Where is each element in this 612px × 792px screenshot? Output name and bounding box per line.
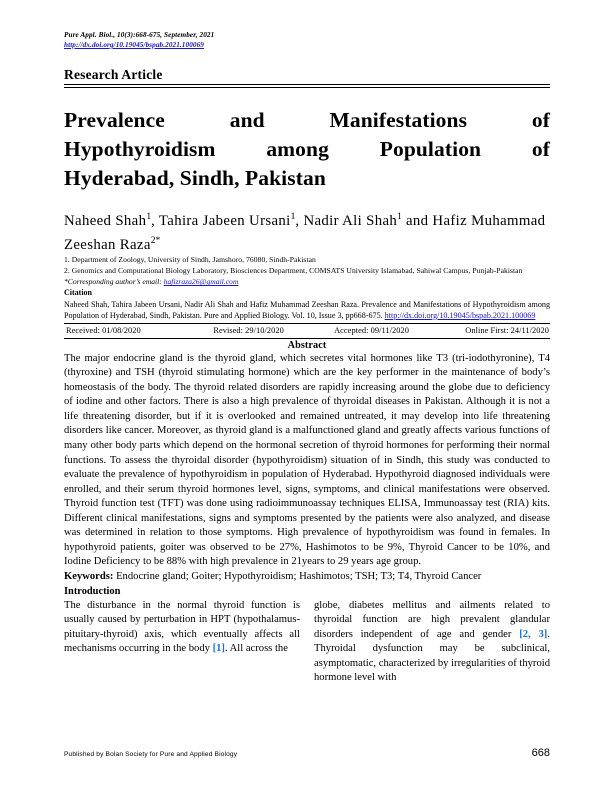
abstract-text: The major endocrine gland is the thyroid gland, which secretes vital hormones like T3 (tri-iodothyronine), T4 (thyroxine) and TSH (thyroid stimulating hormone) which are the key performer in the maintenance of body’s homeostasis of the body. The thyroid related disorders are rapidly increasing around the globe due to deficiency of iodine and other factors. There is also a high prevalence of thyroidal diseases in Pakistan. Although it is not a life threatening disorder, but if it is overlooked and remained untreated, it may develop into life threatening disorders like cancer. Moreover, as thyroid gland is a malfunctioned gland and greatly affects various functions of many other body parts which depend on the hormonal secretion of thyroid hormones for performing their normal functions. To assess the thyroidal disorder (hypothyroidism) situation of in Sindh, this study was conducted to evaluate the prevalence of hypothyroidism in population of Hyderabad. Hypothyroid diagnosed individuals were enrolled, and their serum thyroid hormones level, signs, symptoms, and clinical manifestations were observed. Thyroid function test (TFT) was done using radioimmunoassay techniques ELISA, Immunoassay test (RIA) kits. Different clinical manifestations, signs and symptoms presented by the patients were also analyzed, and disease was determined in relation to those symptoms. High prevalence of hypothyroidism was found in females. In hypothyroid patients, goiter was observed to be 27%, Hashimotos to be 9%, Thyroid Cancer to be 10%, and Iodine Deficiency to be 88% with high prevalence in 21years to 29 years age group. [64,352,550,568]
publisher-note: Published by Bolan Society for Pure and Applied Biology [64,751,238,758]
page-content [64,30,550,686]
column-right [314,585,550,687]
author-affil-marker-4: 2* [150,235,161,246]
title-line-1: Prevalence and Manifestations of [64,107,550,132]
body-columns [64,585,550,687]
author-hafiz-muhammad-zeeshan-raza: Muhammad Zeeshan Raza [64,212,546,253]
intro-right-text-a: globe, diabetes mellitus and ailments related to thyroidal function are high prevalent glandular disorders independent of age and gender [314,599,550,640]
abstract-heading: Abstract [287,339,327,351]
affiliation-1: 1. Department of Zoology, University of Sindh, Jamshoro, 76080, Sindh-Pakistan [64,255,316,265]
page-title [64,106,550,193]
column-left [64,585,300,687]
publication-dates-row [64,323,550,339]
citation-text [64,299,550,321]
reference-link-2-3[interactable]: [2, 3] [519,628,548,640]
date-accepted: Accepted: 09/11/2020 [334,326,409,336]
page-number: 668 [531,747,550,759]
title-line-3: Hyderabad, Sindh, Pakistan [64,165,326,190]
citation-heading: Citation [64,288,92,298]
title-line-2: Hypothyroidism among Population of [64,136,550,161]
corresponding-author-line [64,276,550,287]
corresponding-author-email-link[interactable]: hafizraza26@gmail.com [163,277,239,287]
intro-left-paragraph [64,599,300,657]
reference-link-1[interactable]: [1] [212,643,225,655]
author-conjunction: and Hafiz [401,212,468,229]
article-type-heading: Research Article [64,67,163,82]
intro-left-text-a: The disturbance in the normal thyroid function is usually caused by perturbation in HPT (hypothalamus-pituitary-thyroid) axis, which eventually affects all mechanisms occurring in the body [64,599,300,655]
author-affil-marker-2: 1 [290,211,296,222]
keywords-label: Keywords: [64,570,114,582]
corresponding-author-label: *Corresponding author’s email: [64,277,164,287]
header-doi-link[interactable]: http://dx.doi.org/10.19045/bspab.2021.100069 [64,41,204,49]
affiliation-2: 2. Genomics and Computational Biology Laboratory, Biosciences Department, COMSATS University Islamabad, Sahiwal Campus, Punjab-Pakistan [64,265,523,275]
running-head [64,30,550,50]
keywords-text: Endocrine gland; Goiter; Hypothyroidism; Hashimotos; TSH; T3; T4, Thyroid Cancer [113,570,482,582]
intro-right-paragraph [314,599,550,687]
affiliations-block [64,255,550,276]
author-tahira-jabeen-ursani: , Tahira Jabeen Ursani [151,212,291,229]
keywords-line [64,570,550,585]
author-affil-marker-3: 1 [397,211,402,222]
citation-doi-link[interactable]: http://dx.doi.org/10.19045/bspab.2021.100069 [384,310,536,320]
section-heading-introduction: Introduction [64,585,121,597]
author-nadir-ali-shah: , Nadir Ali Shah [295,212,398,229]
date-revised: Revised: 29/10/2020 [213,326,284,336]
intro-left-text-b: . All across the [224,643,288,655]
header-divider-rule [64,84,550,88]
citation-body: Naheed Shah, Tahira Jabeen Ursani, Nadir Ali Shah and Hafiz Muhammad Zeeshan Raza. Prevalence and Manifestations of Hypothyroidism among Population of Hyderabad, Sindh, Pakistan. Pure and Applied Biology. Vol. 10, Issue 3, pp668-675. [64,299,550,320]
intro-right-text-b: . Thyroidal dysfunction may be subclinical, asymptomatic, characterized by irregularities of thyroid hormone level with [314,628,550,684]
author-byline [64,207,550,255]
author-affil-marker-1: 1 [146,211,152,222]
author-naheed-shah: Naheed Shah [64,212,147,229]
page-footer [64,748,550,759]
date-received: Received: 01/08/2020 [66,326,141,336]
date-online-first: Online First: 24/11/2020 [465,326,549,336]
journal-citation-line: Pure Appl. Biol., 10(3):668-675, September, 2021 [64,31,215,39]
